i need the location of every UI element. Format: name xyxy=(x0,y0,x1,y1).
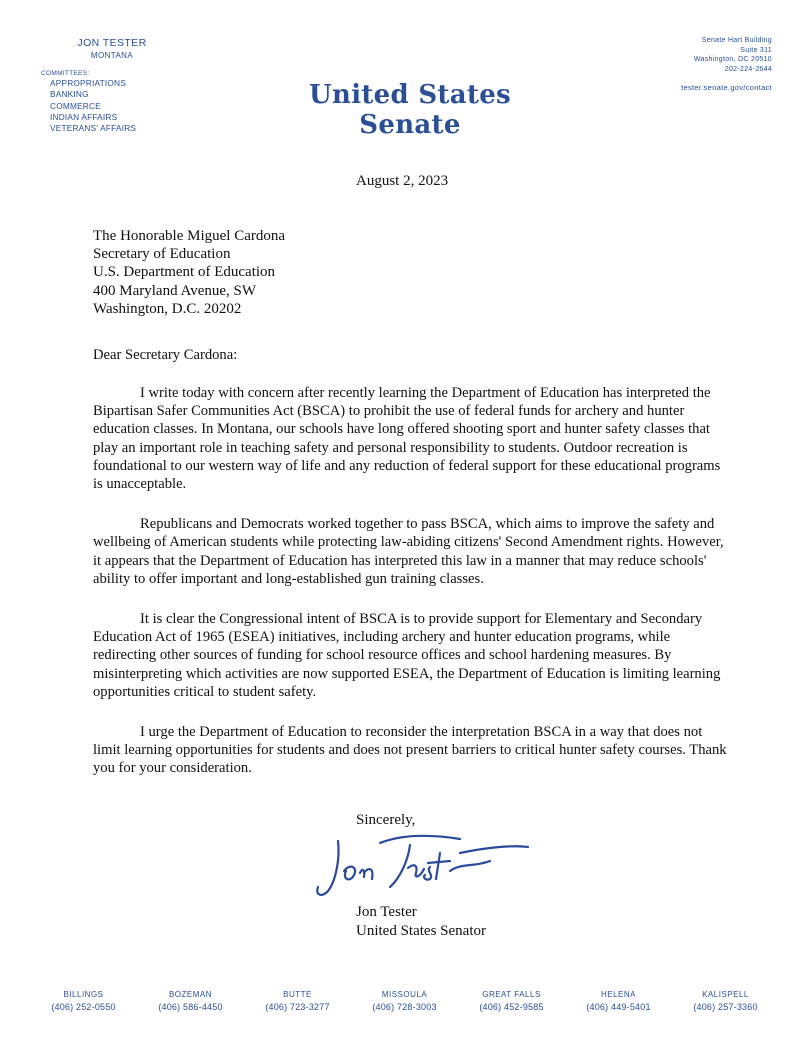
recipient-line: Secretary of Education xyxy=(93,246,231,263)
committees-label: COMMITTEES: xyxy=(41,70,90,77)
senator-state: MONTANA xyxy=(90,51,134,60)
salutation: Dear Secretary Cardona: xyxy=(93,347,238,363)
field-offices xyxy=(30,990,790,1012)
recipient-line: 400 Maryland Avenue, SW xyxy=(93,282,257,299)
committees-block xyxy=(41,70,136,134)
committee-list xyxy=(50,78,136,134)
closing: Sincerely, xyxy=(356,812,416,828)
office-helena xyxy=(565,990,672,1012)
committee-item: BANKING xyxy=(50,89,89,100)
office-butte xyxy=(244,990,351,1012)
office-city: BUTTE xyxy=(283,990,312,999)
office-phone: (406) 728-3003 xyxy=(372,1002,437,1012)
committee-item: VETERANS' AFFAIRS xyxy=(50,123,137,134)
body-paragraph: It is clear the Congressional intent of BSCA is to provide support for Elementary and Secondary Education Act of 1965 (ESEA) initiatives, including archery and hunter education programs, while redirecting other sources of funding for school resource offices and school hardening measures. By misinterpreting which activities are now supported ESEA, the Department of Education is limiting learning opportunities critical to student safety. xyxy=(93,611,721,700)
recipient-line: Washington, D.C. 20202 xyxy=(93,300,242,317)
office-city: MISSOULA xyxy=(381,990,428,999)
office-city: KALISPELL xyxy=(702,990,749,999)
office-city: HELENA xyxy=(600,990,636,999)
recipient-address xyxy=(93,227,285,318)
body-paragraph: Republicans and Democrats worked together to pass BSCA, which aims to improve the safety and wellbeing of American students while protecting law-abiding citizens' Second Amendment rights. However, it appears that the Department of Education has interpreted this law in a manner that may reduce schools' ability to offer important and long-established gun training classes. xyxy=(93,516,724,587)
office-phone: (406) 586-4450 xyxy=(158,1002,223,1012)
committee-item: COMMERCE xyxy=(50,100,101,111)
letter-body xyxy=(93,347,733,800)
office-billings xyxy=(30,990,137,1012)
office-phone: (406) 723-3277 xyxy=(265,1002,330,1012)
letter-date: August 2, 2023 xyxy=(356,173,449,189)
senator-name: JON TESTER xyxy=(77,37,147,49)
committee-item: APPROPRIATIONS xyxy=(50,78,126,88)
signer-title: United States Senator xyxy=(356,922,486,939)
committee-item: INDIAN AFFAIRS xyxy=(50,111,118,122)
office-great-falls xyxy=(458,990,565,1012)
website-link[interactable]: tester.senate.gov/contact xyxy=(681,83,772,92)
office-city: BILLINGS xyxy=(63,990,104,999)
address-line: Washington, DC 20510 xyxy=(693,56,772,63)
signer-block xyxy=(356,903,486,940)
office-city: BOZEMAN xyxy=(168,990,213,999)
body-paragraph: I urge the Department of Education to reconsider the interpretation BSCA in a way that does not limit learning opportunities for students and does not present barriers to critical hunter safety courses. Thank you for your consideration. xyxy=(93,724,727,777)
address-phone: 202-224-2644 xyxy=(724,65,772,73)
handwritten-signature xyxy=(310,823,540,908)
recipient-line: U.S. Department of Education xyxy=(93,264,276,281)
office-phone: (406) 257-3360 xyxy=(693,1002,758,1012)
address-line: Senate Hart Building xyxy=(701,37,772,44)
office-phone: (406) 252-0550 xyxy=(51,1002,116,1012)
signer-name: Jon Tester xyxy=(356,904,417,920)
office-city: GREAT FALLS xyxy=(482,990,541,999)
office-missoula xyxy=(351,990,458,1012)
senate-title: United States Senate xyxy=(309,80,511,140)
office-kalispell xyxy=(672,990,779,1012)
address-line: Suite 311 xyxy=(740,46,772,54)
office-phone: (406) 449-5401 xyxy=(586,1002,651,1012)
recipient-line: The Honorable Miguel Cardona xyxy=(93,228,286,244)
office-address-block xyxy=(681,36,772,93)
office-bozeman xyxy=(137,990,244,1012)
office-phone: (406) 452-9585 xyxy=(479,1002,544,1012)
body-paragraph: I write today with concern after recently learning the Department of Education has interpreted the Bipartisan Safer Communities Act (BSCA) to prohibit the use of federal funds for archery and hunter education classes. In Montana, our schools have long offered shooting sport and hunter safety classes that play an important role in teaching safety and personal responsibility to students. Outdoor recreation is foundational to our western way of life and any reduction of federal support for these educational programs is unacceptable. xyxy=(93,385,721,493)
